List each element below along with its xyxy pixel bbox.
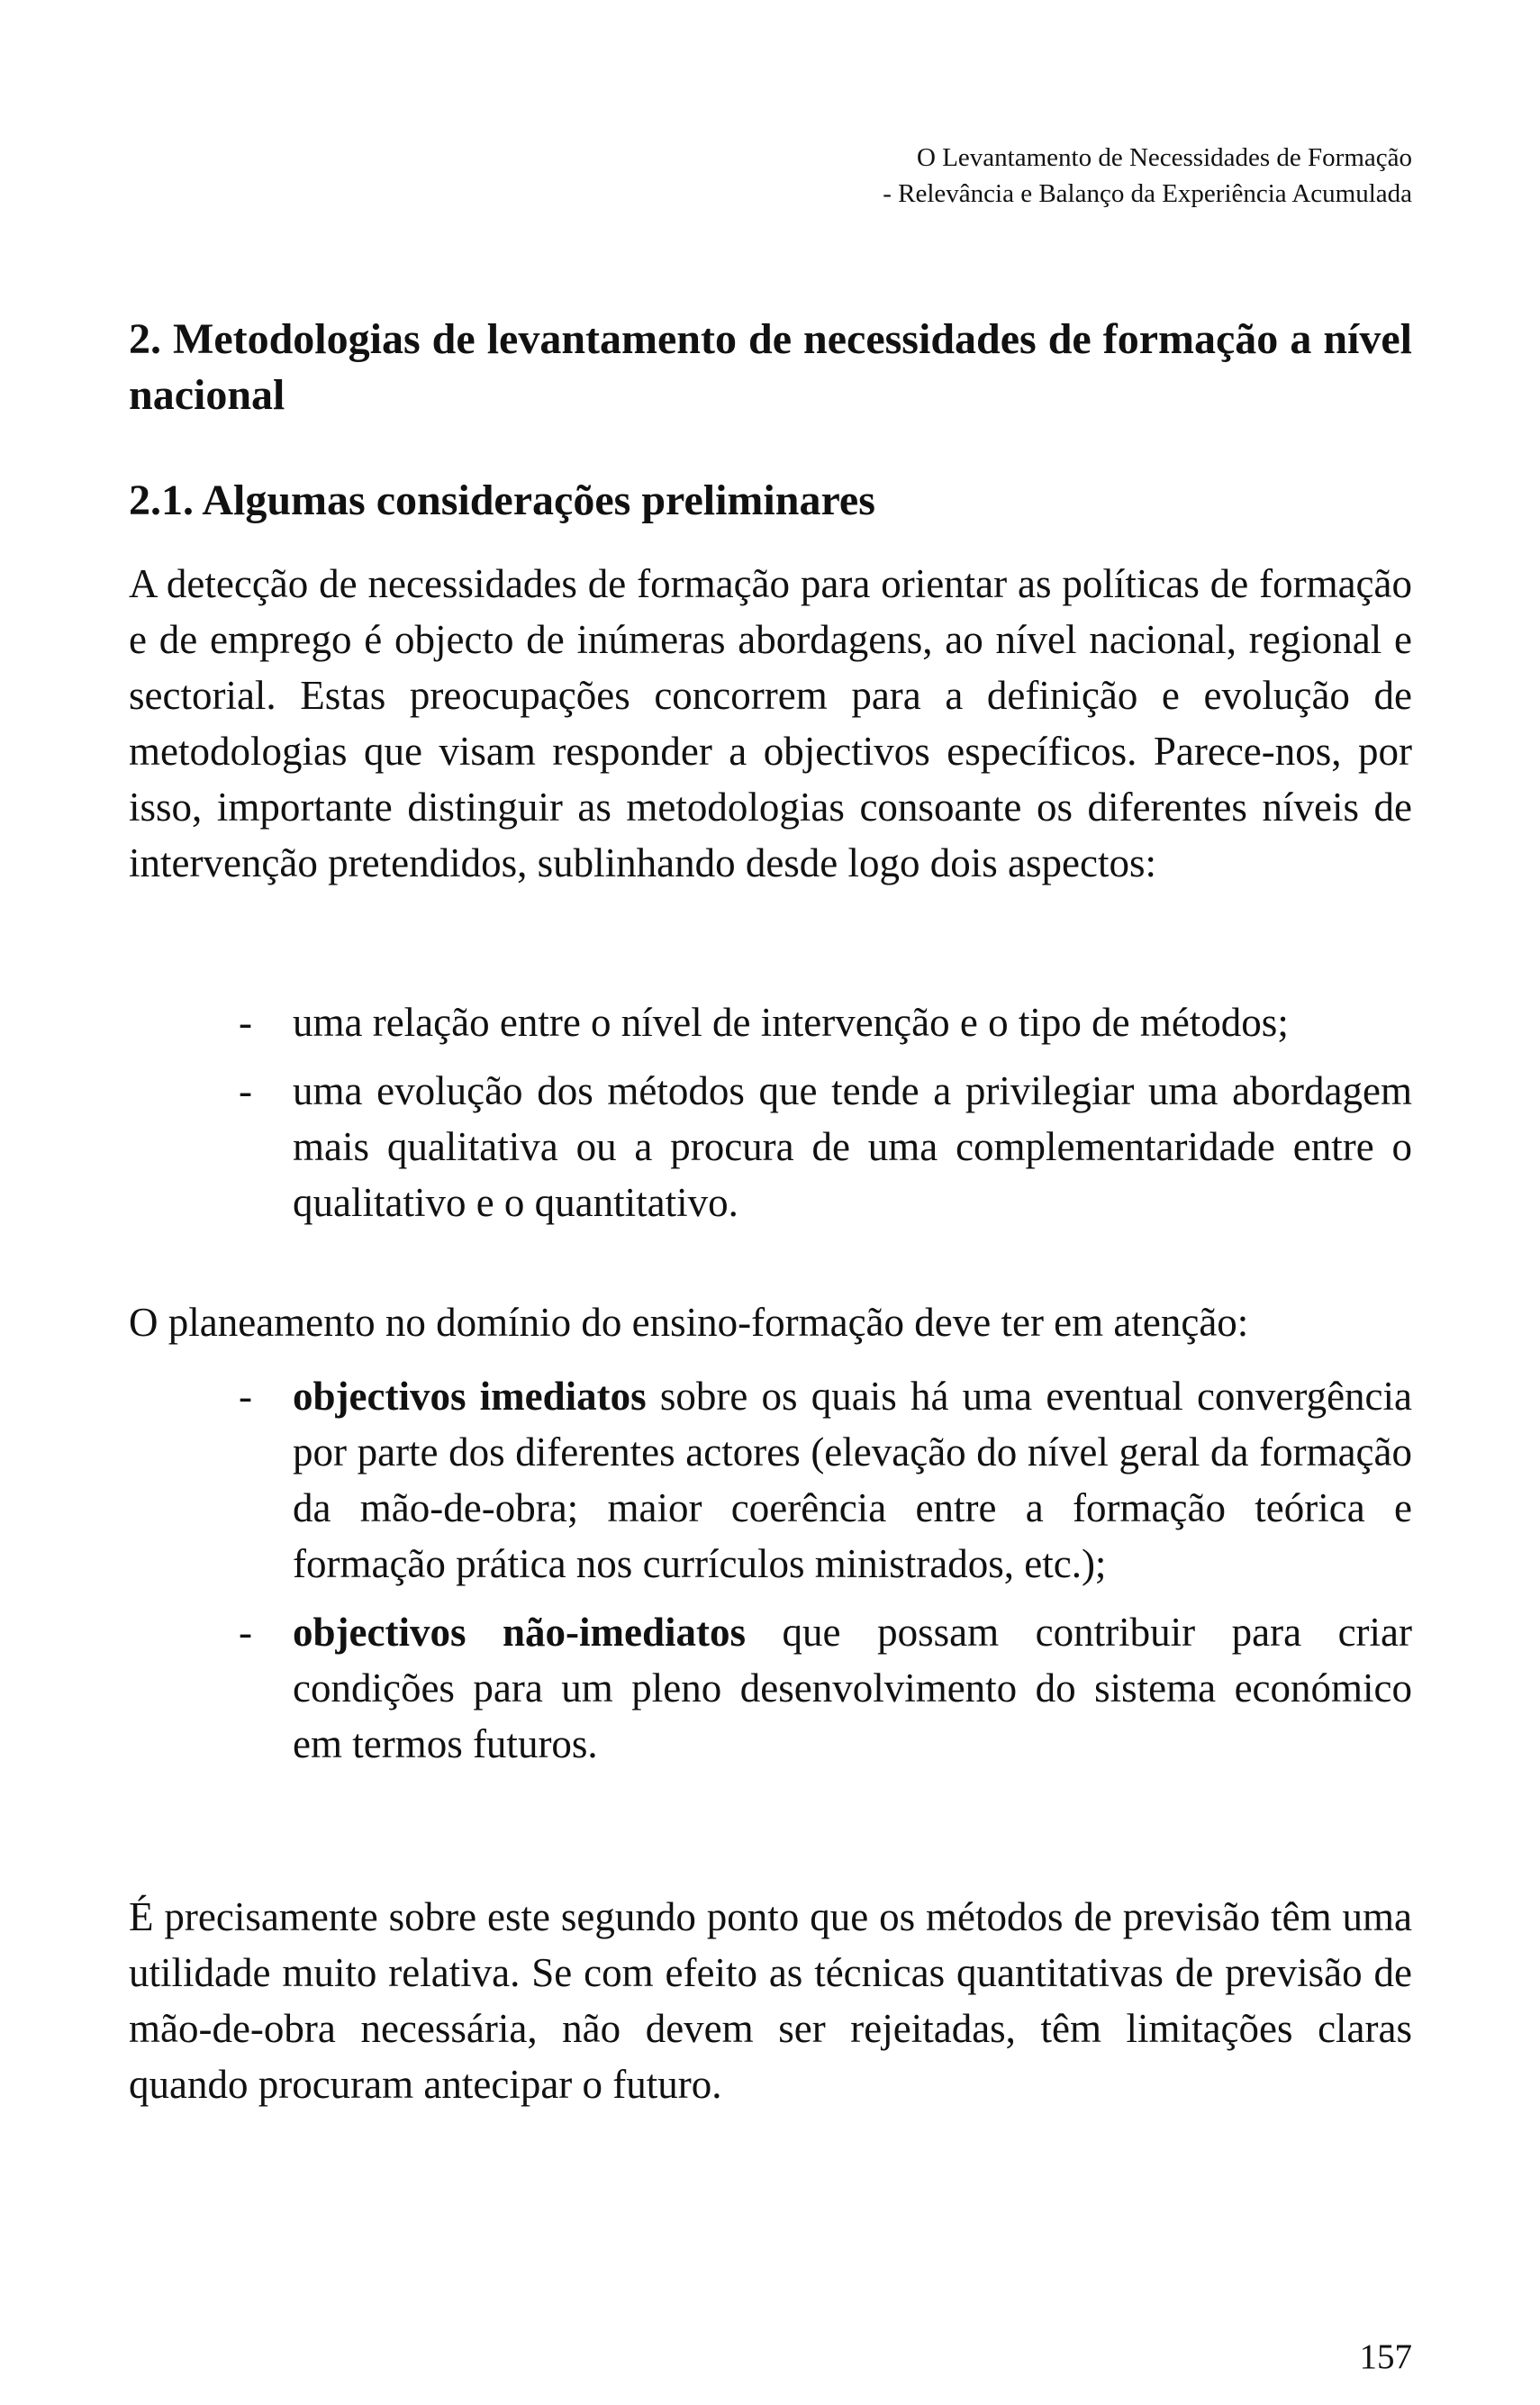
list-item-text: uma relação entre o nível de intervenção e o tipo de métodos; <box>293 1000 1289 1045</box>
page-number: 157 <box>1359 2337 1412 2376</box>
dash-marker: - <box>239 1068 252 1113</box>
list-item <box>129 994 1412 1050</box>
list-item-bold-term: objectivos imediatos <box>293 1374 647 1419</box>
running-header <box>883 140 1412 212</box>
list-item-text: sobre os quais há uma eventual convergência por parte dos diferentes actores (elevação do nível geral da formação da mão-de-obra; maior coerência entre a formação teórica e formação prática nos currículos ministrados, etc.); <box>293 1374 1412 1586</box>
dash-marker: - <box>239 1000 252 1045</box>
section-title: 2. Metodologias de levantamento de necessidades de formação a nível nacional <box>129 315 1412 419</box>
paragraph-forecasting: É precisamente sobre este segundo ponto que os métodos de previsão têm uma utilidade muito relativa. Se com efeito as técnicas quantitativas de previsão de mão-de-obra necessária, não devem ser rejeitadas, têm limitações claras quando procuram antecipar o futuro. <box>129 1894 1412 2107</box>
dash-marker: - <box>239 1374 252 1419</box>
list-objectives <box>129 1368 1412 1772</box>
list-item <box>129 1368 1412 1592</box>
dash-marker: - <box>239 1610 252 1655</box>
header-line-2: - Relevância e Balanço da Experiência Acumulada <box>883 179 1412 208</box>
list-item-text: uma evolução dos métodos que tende a privilegiar uma abordagem mais qualitativa ou a procura de uma complementaridade entre o qualitativo e o quantitativo. <box>293 1068 1412 1225</box>
subsection-title: 2.1. Algumas considerações preliminares <box>129 476 875 524</box>
list-item <box>129 1604 1412 1772</box>
header-line-1: O Levantamento de Necessidades de Formação <box>917 143 1412 172</box>
list-item <box>129 1063 1412 1230</box>
list-item-bold-term: objectivos não-imediatos <box>293 1610 747 1655</box>
list-item-text: que possam contribuir para criar condições para um pleno desenvolvimento do sistema económico em termos futuros. <box>293 1610 1412 1766</box>
paragraph-planning: O planeamento no domínio do ensino-formação deve ter em atenção: <box>129 1300 1249 1345</box>
paragraph-intro: A detecção de necessidades de formação para orientar as políticas de formação e de emprego é objecto de inúmeras abordagens, ao nível nacional, regional e sectorial. Estas preocupações concorrem para a definição e evolução de metodologias que visam responder a objectivos específicos. Parece-nos, por isso, importante distinguir as metodologias consoante os diferentes níveis de intervenção pretendidos, sublinhando desde logo dois aspectos: <box>129 561 1412 885</box>
list-aspects <box>129 994 1412 1230</box>
